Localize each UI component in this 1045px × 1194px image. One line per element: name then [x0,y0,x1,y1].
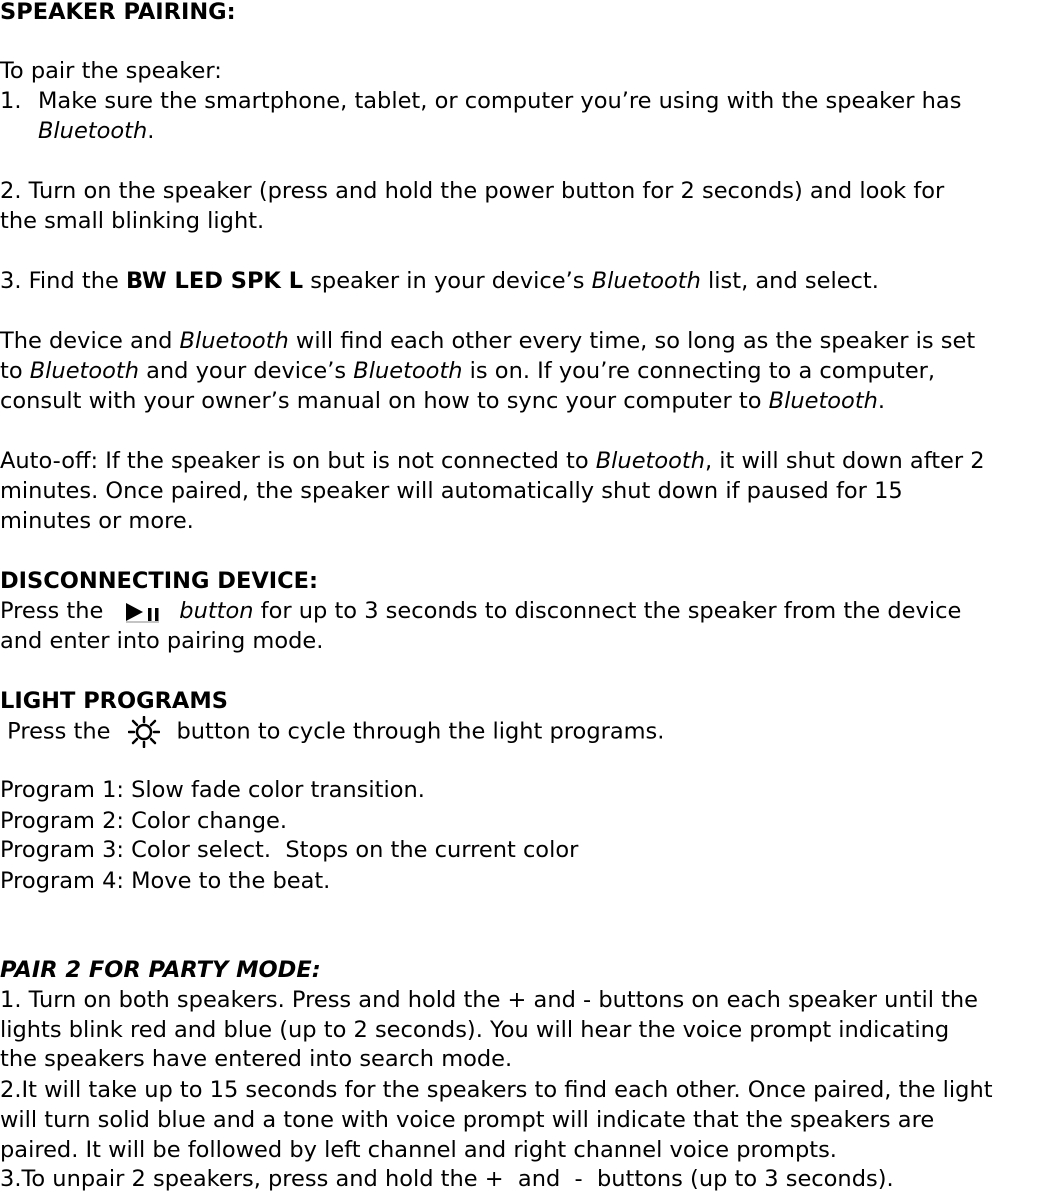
party-mode-line-5: will turn solid blue and a tone with voice prompt will indicate that the speakers are [0,1107,935,1133]
disconnect-heading: DISCONNECTING DEVICE: [0,568,318,594]
text: for up to 3 seconds to disconnect the speaker from the device [253,598,962,624]
pairing-heading: SPEAKER PAIRING: [0,0,236,25]
light-programs-line [0,716,664,746]
pairing-step-2: 2. Turn on the speaker (press and hold the power button for 2 seconds) and look for [0,178,945,204]
text: list, and select. [700,268,879,294]
bluetooth-term: Bluetooth [768,388,878,414]
text: speaker in your device’s [303,268,592,294]
light-programs-heading: LIGHT PROGRAMS [0,688,228,714]
text: . [877,388,886,414]
pairing-note-line-1 [0,326,975,356]
text: Press the [0,598,104,624]
pairing-step-1-cont [38,116,154,146]
play-pause-icon [125,601,161,623]
bluetooth-term: Bluetooth [591,268,701,294]
party-mode-line-7: 3.To unpair 2 speakers, press and hold the + and - buttons (up to 3 seconds). [0,1166,894,1192]
bluetooth-term: Bluetooth [595,448,705,474]
sun-icon [128,716,160,748]
party-mode-line-3: the speakers have entered into search mode. [0,1046,513,1072]
party-mode-heading: PAIR 2 FOR PARTY MODE: [0,957,321,983]
party-mode-line-4: 2.It will take up to 15 seconds for the speakers to find each other. Once paired, the light [0,1077,993,1103]
party-mode-line-2: lights blink red and blue (up to 2 seconds). You will hear the voice prompt indicating [0,1017,950,1043]
text: to [0,358,30,384]
program-1: Program 1: Slow fade color transition. [0,777,425,803]
text: The device and [0,328,180,354]
party-mode-line-1: 1. Turn on both speakers. Press and hold the + and - buttons on each speaker until the [0,987,979,1013]
autooff-line-3: minutes or more. [0,508,194,534]
disconnect-line-1 [0,596,961,626]
model-name: BW LED SPK L [125,268,304,294]
program-2: Program 2: Color change. [0,808,287,834]
text: will find each other every time, so long as the speaker is set [288,328,976,354]
pairing-step-2-cont: the small blinking light. [0,208,265,234]
step-text: Make sure the smartphone, tablet, or computer you’re using with the speaker has [38,88,962,114]
bluetooth-term: Bluetooth [29,358,139,384]
sun-icon-svg [128,716,160,748]
program-3: Program 3: Color select. Stops on the current color [0,837,579,863]
bluetooth-term: Bluetooth [353,358,463,384]
text: , it will shut down after 2 [704,448,985,474]
party-mode-line-6: paired. It will be followed by left channel and right channel voice prompts. [0,1137,837,1163]
bluetooth-term: Bluetooth [179,328,289,354]
pairing-note-line-2 [0,356,935,386]
pairing-step-3 [0,266,879,296]
text: and your device’s [138,358,354,384]
text: Auto-off: If the speaker is on but is not connected to [0,448,596,474]
autooff-line-2: minutes. Once paired, the speaker will automatically shut down if paused for 15 [0,478,903,504]
autooff-line-1 [0,446,985,476]
button-term: button [179,598,254,624]
step-number: 1. [0,88,22,114]
text: 3. Find the [0,268,126,294]
pairing-intro: To pair the speaker: [0,58,222,84]
pairing-note-line-3 [0,386,885,416]
text: Press the [0,718,111,745]
play-pause-icon-svg [125,601,161,623]
disconnect-line-2: and enter into pairing mode. [0,628,324,654]
punct: . [147,118,155,144]
pairing-step-1 [0,86,961,116]
bluetooth-term: Bluetooth [38,118,148,144]
program-4: Program 4: Move to the beat. [0,868,331,894]
text: consult with your owner’s manual on how to sync your computer to [0,388,769,414]
text: is on. If you’re connecting to a computer, [462,358,936,384]
text: button to cycle through the light programs. [176,718,665,745]
